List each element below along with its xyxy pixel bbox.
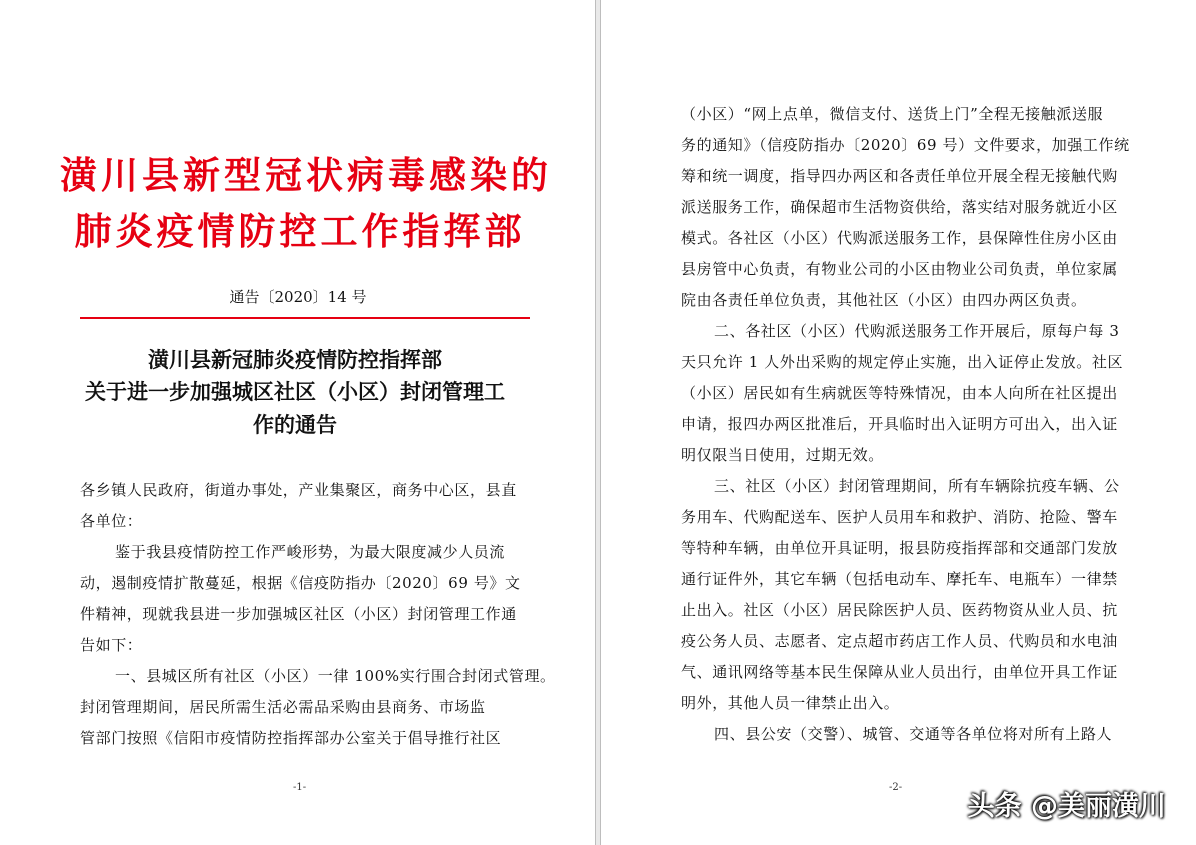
body-line: 天只允许 1 人外出采购的规定停止实施，出入证停止发放。社区	[681, 353, 1124, 371]
body-line: 院由各责任单位负责，其他社区（小区）由四办两区负责。	[681, 291, 1087, 309]
body-line: 鉴于我县疫情防控工作严峻形势，为最大限度减少人员流	[115, 543, 506, 561]
body-line: 务用车、代购配送车、医护人员用车和救护、消防、抢险、警车	[681, 508, 1118, 526]
body-line: 动，遏制疫情扩散蔓延，根据《信疫防指办〔2020〕69 号》文	[80, 574, 521, 592]
body-line: （小区）居民如有生病就医等特殊情况，由本人向所在社区提出	[681, 384, 1118, 402]
body-line: 模式。各社区（小区）代购派送服务工作，县保障性住房小区由	[681, 229, 1118, 247]
notice-title-line-1: 潢川县新冠肺炎疫情防控指挥部	[148, 348, 442, 372]
body-line: 明仅限当日使用，过期无效。	[681, 446, 884, 464]
watermark-text: 头条 @美丽潢川	[967, 791, 1166, 822]
header-title-line-1: 潢川县新型冠状病毒感染的	[60, 153, 552, 197]
body-line: （小区）“网上点单，微信支付、送货上门”全程无接触派送服	[681, 105, 1104, 123]
body-line: 二、各社区（小区）代购派送服务工作开展后，原每户每 3	[714, 322, 1120, 340]
body-line: 等特种车辆，由单位开具证明，报县防疫指挥部和交通部门发放	[681, 539, 1118, 557]
body-line: 件精神，现就我县进一步加强城区社区（小区）封闭管理工作通	[80, 605, 517, 623]
body-line: 气、通讯网络等基本民生保障从业人员出行，由单位开具工作证	[681, 663, 1118, 681]
document-page-2	[600, 0, 1196, 845]
page-number: -2-	[889, 782, 903, 793]
body-line: 务的通知》（信疫防指办〔2020〕69 号）文件要求，加强工作统	[681, 136, 1130, 154]
body-line: 管部门按照《信阳市疫情防控指挥部办公室关于倡导推行社区	[80, 729, 502, 747]
body-line: 各单位：	[80, 512, 143, 530]
body-line: 筹和统一调度，指导四办两区和各责任单位开展全程无接触代购	[681, 167, 1118, 185]
body-line: 申请，报四办两区批准后，开具临时出入证明方可出入，出入证	[681, 415, 1118, 433]
body-line: 县房管中心负责，有物业公司的小区由物业公司负责，单位家属	[681, 260, 1118, 278]
body-line: 告如下：	[80, 636, 143, 654]
body-line: 通行证件外，其它车辆（包括电动车、摩托车、电瓶车）一律禁	[681, 570, 1118, 588]
notice-title-line-3: 作的通告	[253, 413, 337, 437]
body-line: 止出入。社区（小区）居民除医护人员、医药物资从业人员、抗	[681, 601, 1118, 619]
red-divider	[80, 317, 530, 319]
body-line: 疫公务人员、志愿者、定点超市药店工作人员、代购员和水电油	[681, 632, 1118, 650]
body-line: 三、社区（小区）封闭管理期间，所有车辆除抗疫车辆、公	[714, 477, 1120, 495]
body-line: 派送服务工作，确保超市生活物资供给，落实结对服务就近小区	[681, 198, 1118, 216]
body-line: 四、县公安（交警）、城管、交通等各单位将对所有上路人	[714, 725, 1113, 743]
document-page-1	[0, 0, 596, 845]
header-title-line-2: 肺炎疫情防控工作指挥部	[74, 209, 526, 253]
body-line: 封闭管理期间，居民所需生活必需品采购由县商务、市场监	[80, 698, 486, 716]
notice-title-line-2: 关于进一步加强城区社区（小区）封闭管理工	[85, 380, 505, 404]
body-line: 各乡镇人民政府，街道办事处，产业集聚区，商务中心区，县直	[80, 481, 517, 499]
body-line: 一、县城区所有社区（小区）一律 100%实行围合封闭式管理。	[115, 667, 556, 685]
page-number: -1-	[293, 782, 307, 793]
body-line: 明外，其他人员一律禁止出入。	[681, 694, 900, 712]
document-number: 通告〔2020〕14 号	[229, 288, 367, 306]
